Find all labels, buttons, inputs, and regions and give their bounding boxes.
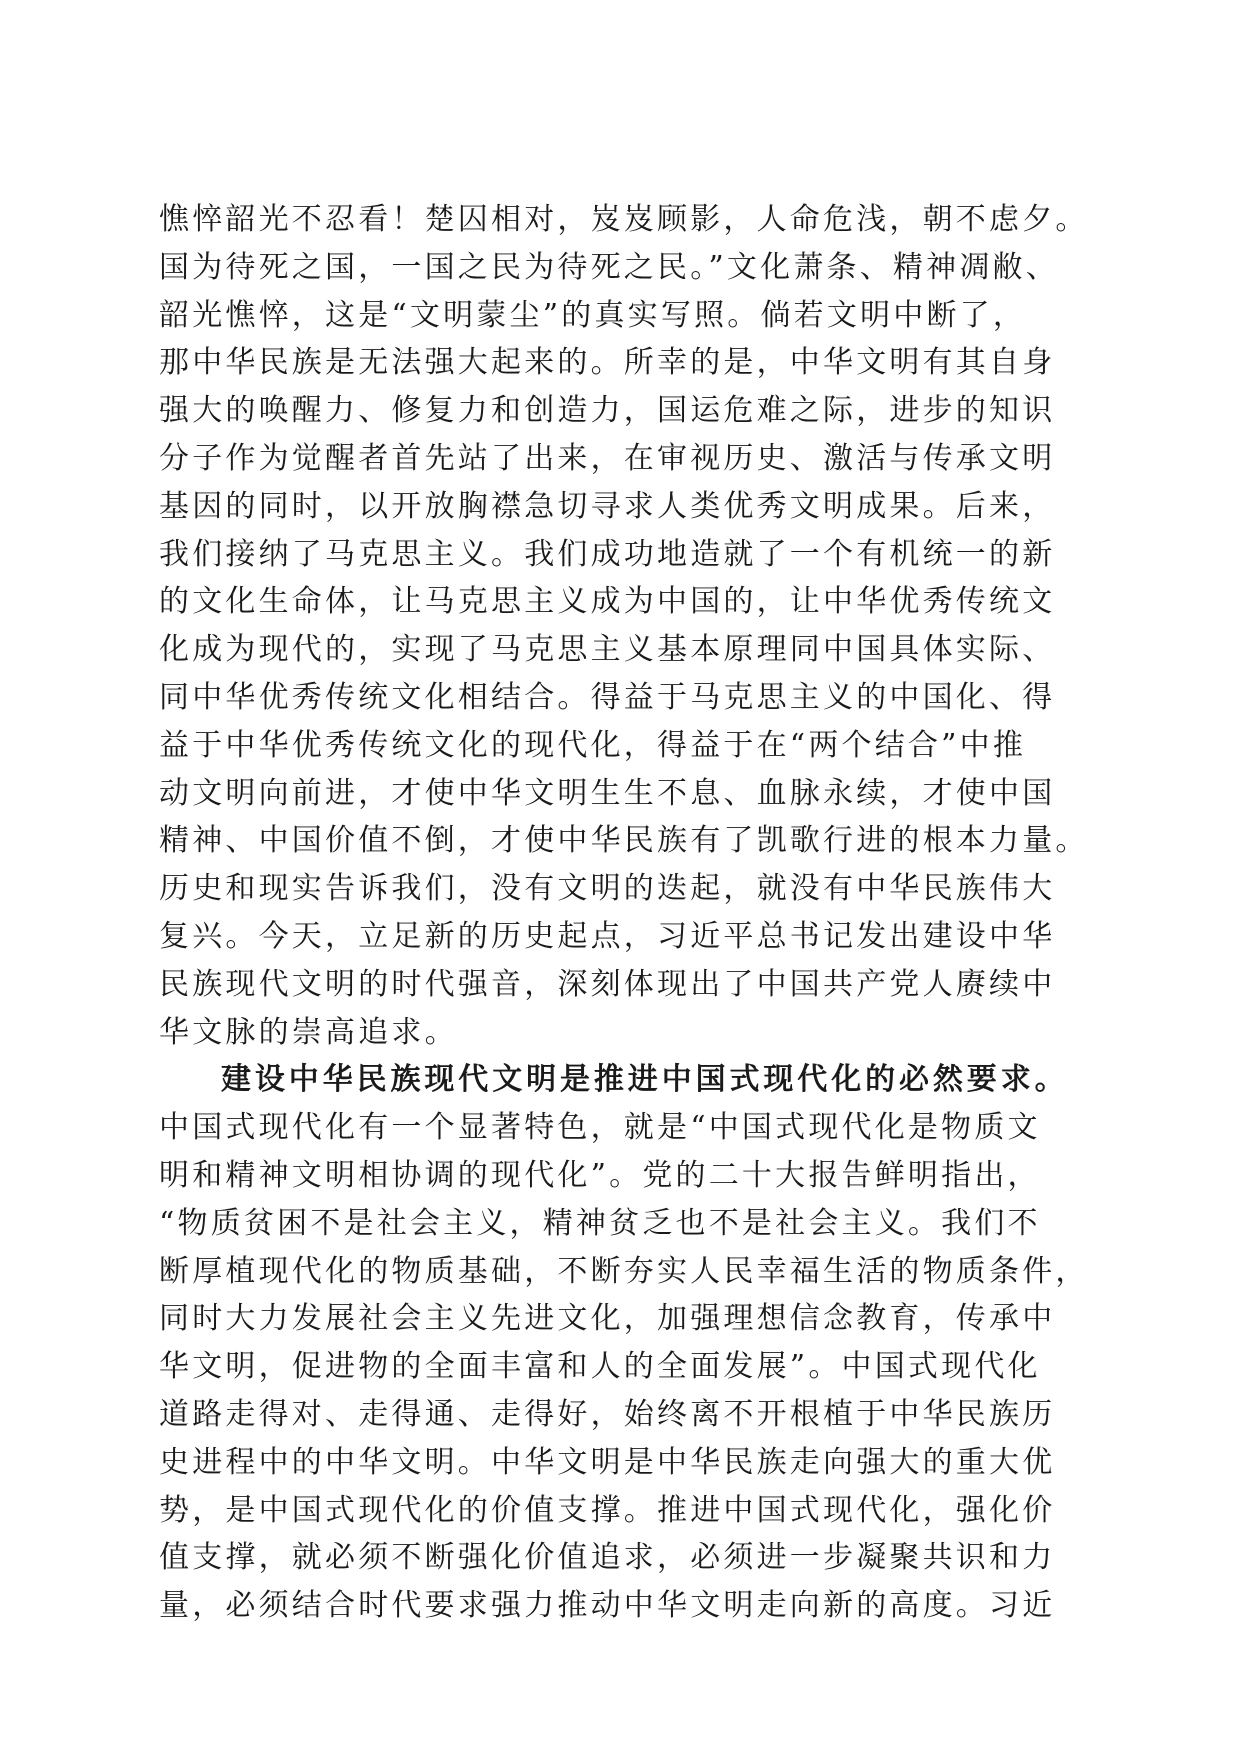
text-line: 史进程中的中华文明。中华文明是中华民族走向强大的重大优 bbox=[159, 1444, 1056, 1480]
text-line: 断厚植现代化的物质基础，不断夯实人民幸福生活的物质条件， bbox=[159, 1253, 1089, 1289]
text-line: 明和精神文明相协调的现代化”。党的二十大报告鲜明指出， bbox=[159, 1157, 1041, 1193]
text-line: 的文化生命体，让马克思主义成为中国的，让中华优秀传统文 bbox=[159, 584, 1056, 620]
paragraph-2 bbox=[159, 1056, 1089, 1630]
section-heading: 建设中华民族现代文明是推进中国式现代化的必然要求。 bbox=[221, 1062, 1069, 1098]
text-line: 华文明，促进物的全面丰富和人的全面发展”。中国式现代化 bbox=[159, 1349, 1041, 1385]
text-line: 同中华优秀传统文化相结合。得益于马克思主义的中国化、得 bbox=[159, 679, 1056, 715]
text-line: 值支撑，就必须不断强化价值追求，必须进一步凝聚共识和力 bbox=[159, 1540, 1056, 1576]
text-line: 我们接纳了马克思主义。我们成功地造就了一个有机统一的新 bbox=[159, 536, 1056, 572]
text-line: 韶光憔悴，这是“文明蒙尘”的真实写照。倘若文明中断了， bbox=[159, 297, 1027, 333]
text-line: 复兴。今天，立足新的历史起点，习近平总书记发出建设中华 bbox=[159, 918, 1056, 954]
text-line: 强大的唤醒力、修复力和创造力，国运危难之际，进步的知识 bbox=[159, 393, 1056, 429]
text-line: 精神、中国价值不倒，才使中华民族有了凯歌行进的根本力量。 bbox=[159, 823, 1089, 859]
text-line: “物质贫困不是社会主义，精神贫乏也不是社会主义。我们不 bbox=[159, 1205, 1041, 1241]
text-line: 历史和现实告诉我们，没有文明的迭起，就没有中华民族伟大 bbox=[159, 871, 1056, 907]
text-line: 益于中华优秀传统文化的现代化，得益于在“两个结合”中推 bbox=[159, 727, 1027, 763]
body-text bbox=[159, 196, 1089, 1630]
text-line: 民族现代文明的时代强音，深刻体现出了中国共产党人赓续中 bbox=[159, 966, 1056, 1002]
text-line: 化成为现代的，实现了马克思主义基本原理同中国具体实际、 bbox=[159, 632, 1056, 668]
text-line: 国为待死之国，一国之民为待死之民。”文化萧条、精神凋敝、 bbox=[159, 249, 1059, 285]
text-line: 道路走得对、走得通、走得好，始终离不开根植于中华民族历 bbox=[159, 1396, 1056, 1432]
text-line: 憔悴韶光不忍看！楚囚相对，岌岌顾影，人命危浅，朝不虑夕。 bbox=[159, 202, 1089, 237]
text-line: 同时大力发展社会主义先进文化，加强理想信念教育，传承中 bbox=[159, 1301, 1056, 1337]
text-line: 动文明向前进，才使中华文明生生不息、血脉永续，才使中国 bbox=[159, 775, 1056, 811]
text-line: 势，是中国式现代化的价值支撑。推进中国式现代化，强化价 bbox=[159, 1492, 1056, 1528]
text-line: 华文脉的崇高追求。 bbox=[159, 1014, 458, 1050]
text-line: 那中华民族是无法强大起来的。所幸的是，中华文明有其自身 bbox=[159, 345, 1056, 381]
text-line: 基因的同时，以开放胸襟急切寻求人类优秀文明成果。后来， bbox=[159, 488, 1056, 524]
text-line: 中国式现代化有一个显著特色，就是“中国式现代化是物质文 bbox=[159, 1110, 1041, 1146]
text-line: 量，必须结合时代要求强力推动中华文明走向新的高度。习近 bbox=[159, 1588, 1056, 1624]
text-line: 分子作为觉醒者首先站了出来，在审视历史、激活与传承文明 bbox=[159, 440, 1056, 476]
paragraph-1 bbox=[159, 196, 1089, 1056]
